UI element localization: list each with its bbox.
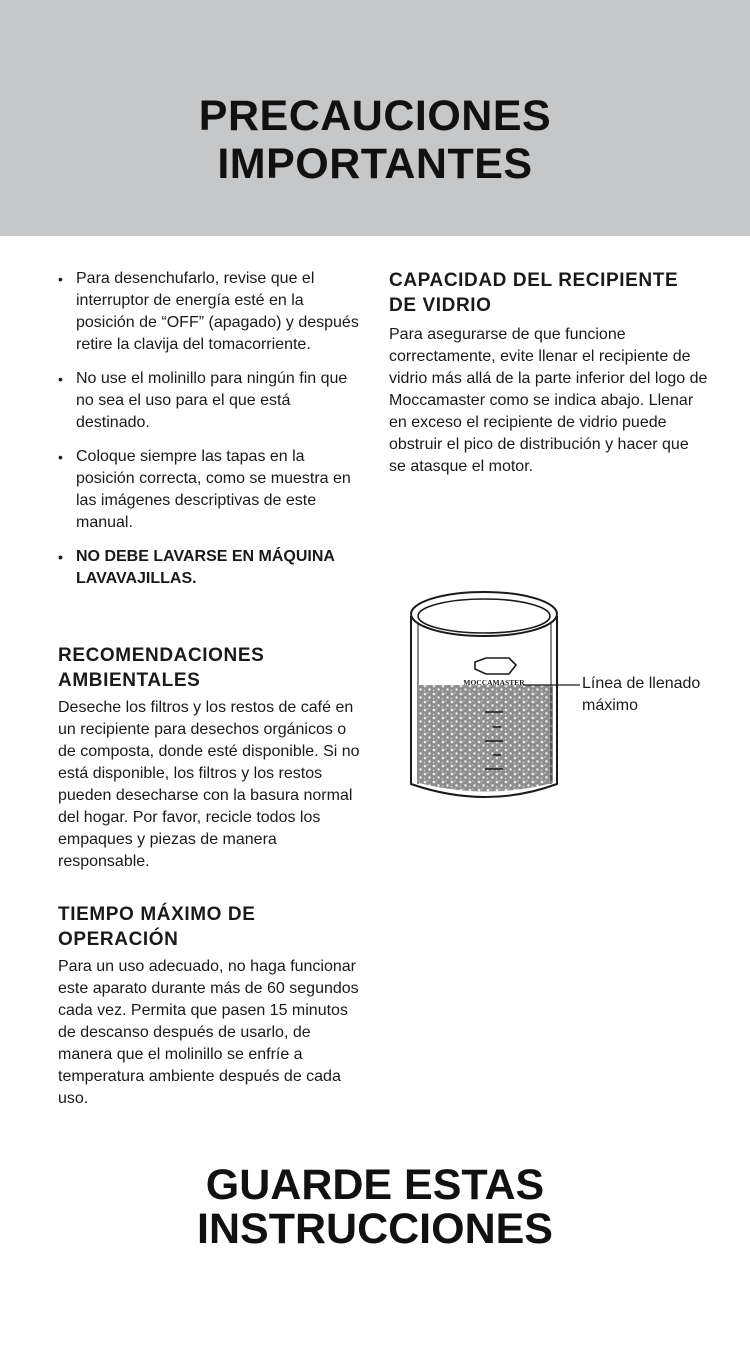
bullet-intended-use: • No use el molinillo para ningún fin que no sea el uso para el que está destinado. bbox=[58, 368, 363, 434]
header-banner bbox=[0, 0, 750, 236]
jar-rim-inner bbox=[418, 599, 550, 633]
logo-badge bbox=[475, 658, 516, 674]
page-title bbox=[0, 92, 750, 188]
capacity-heading: CAPACIDAD DEL RECIPIENTE DE VIDRIO bbox=[389, 270, 679, 316]
environmental-section bbox=[58, 643, 363, 873]
max-time-heading: TIEMPO MÁXIMO DE OPERACIÓN bbox=[58, 904, 256, 950]
page-title-line1: PRECAUCIONES bbox=[198, 92, 552, 140]
footer-title bbox=[0, 1163, 750, 1251]
page-title-line2: IMPORTANTES bbox=[217, 140, 533, 188]
environmental-heading: RECOMENDACIONES AMBIENTALES bbox=[58, 645, 265, 691]
max-time-text: Para un uso adecuado, no haga funcionar este aparato durante más de 60 segundos cada vez. Permita que pasen 15 minutos de descanso después de usarlo, de manera que el molinillo se enfríe a temperatura ambiente después de cada uso. bbox=[58, 958, 359, 1107]
footer-line1: GUARDE ESTAS bbox=[205, 1161, 545, 1209]
max-time-section bbox=[58, 902, 363, 1110]
jar-logo-text: MOCCAMASTER bbox=[463, 678, 525, 687]
environmental-text: Deseche los filtros y los restos de café en un recipiente para desechos orgánicos o de composta, donde esté disponible. Si no está disponible, los filtros y los restos pueden desecharse con la basura normal del hogar. Por favor, recicle todos los empaques y piezas de manera responsable. bbox=[58, 699, 360, 870]
coffee-grounds bbox=[419, 685, 553, 792]
bullet-unplug: • Para desenchufarlo, revise que el interruptor de energía esté en la posición de “OFF” (apagado) y después retire la clavija del tomacorriente. bbox=[58, 268, 363, 356]
max-fill-caption: Línea de llenado máximo bbox=[582, 675, 701, 714]
precautions-list bbox=[58, 268, 363, 602]
footer-line2: INSTRUCCIONES bbox=[197, 1205, 553, 1253]
capacity-section bbox=[389, 268, 709, 478]
capacity-text: Para asegurarse de que funcione correctamente, evite llenar el recipiente de vidrio más allá de la parte inferior del logo de Moccamaster como se indica abajo. Llenar en exceso el recipiente de vidrio puede obstruir el pico de distribución y hacer que se atasque el motor. bbox=[389, 326, 708, 475]
bullet-lids: • Coloque siempre las tapas en la posición correcta, como se muestra en las imágenes descriptivas de este manual. bbox=[58, 446, 363, 534]
bullet-dishwasher: • NO DEBE LAVARSE EN MÁQUINA LAVAVAJILLAS. bbox=[58, 546, 363, 590]
